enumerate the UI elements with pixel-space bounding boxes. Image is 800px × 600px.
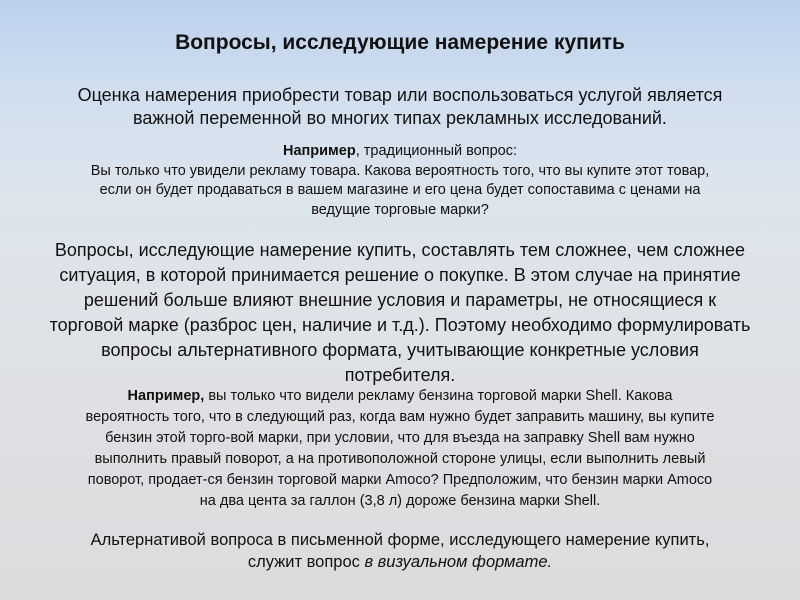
example-1-paragraph [0, 142, 800, 220]
alternative-line-1: Альтернативой вопроса в письменной форме, исследующего намерение купить, [90, 531, 710, 549]
example-2-lead-bold: Например, [127, 388, 205, 404]
example-2-line-1: вероятность того, что в следующий раз, когда вам нужно будет заправить машину, вы купите [85, 409, 715, 425]
complexity-paragraph [0, 238, 800, 388]
alternative-paragraph [0, 530, 800, 573]
alternative-line-2-italic: в визуальном формате. [364, 552, 553, 571]
complexity-line-1: Вопросы, исследующие намерение купить, составлять тем сложнее, чем сложнее [54, 240, 746, 260]
slide-title: Вопросы, исследующие намерение купить [175, 31, 625, 54]
example-2-line-3: выполнить правый поворот, а на противоположной стороне улицы, если выполнить левый [94, 451, 706, 467]
example-1-line-1: Вы только что увидели рекламу товара. Какова вероятность того, что вы купите этот товар, [90, 162, 710, 179]
alternative-line-2-plain: служит вопрос [247, 552, 365, 571]
complexity-line-3: решений больше влияют внешние условия и параметры, не относящиеся к [83, 290, 717, 310]
complexity-line-2: ситуация, в которой принимается решение о покупке. В этом случае на принятие [59, 265, 741, 285]
example-2-paragraph [0, 386, 800, 512]
intro-line-2: важной переменной во многих типах рекламных исследований. [133, 108, 667, 128]
example-1-lead-bold: Например [282, 143, 356, 159]
example-1-line-2: если он будет продаваться в вашем магазине и его цена будет сопоставима с ценами на [99, 182, 701, 198]
example-2-line-2: бензин этой торго-вой марки, при условии, что для въезда на заправку Shell вам нужно [105, 430, 695, 446]
alternative-line-2 [0, 552, 800, 574]
example-1-lead [0, 142, 800, 162]
complexity-line-5: вопросы альтернативного формата, учитывающие конкретные условия [101, 340, 699, 360]
example-2-lead [0, 386, 800, 407]
example-1-lead-rest: , традиционный вопрос: [355, 143, 517, 159]
example-1-line-3: ведущие торговые марки? [311, 201, 489, 218]
example-2-lead-rest: вы только что видели рекламу бензина торговой марки Shell. Какова [204, 388, 673, 404]
example-2-line-4: поворот, продает-ся бензин торговой марки Amoco? Предположим, что бензин марки Amoco [87, 472, 713, 488]
complexity-line-6: потребителя. [344, 365, 456, 385]
intro-paragraph [0, 84, 800, 130]
complexity-line-4: торговой марке (разброс цен, наличие и т.д.). Поэтому необходимо формулировать [49, 315, 751, 335]
example-2-line-5: на два цента за галлон (3,8 л) дороже бензина марки Shell. [199, 493, 601, 509]
intro-line-1: Оценка намерения приобрести товар или воспользоваться услугой является [77, 85, 723, 105]
